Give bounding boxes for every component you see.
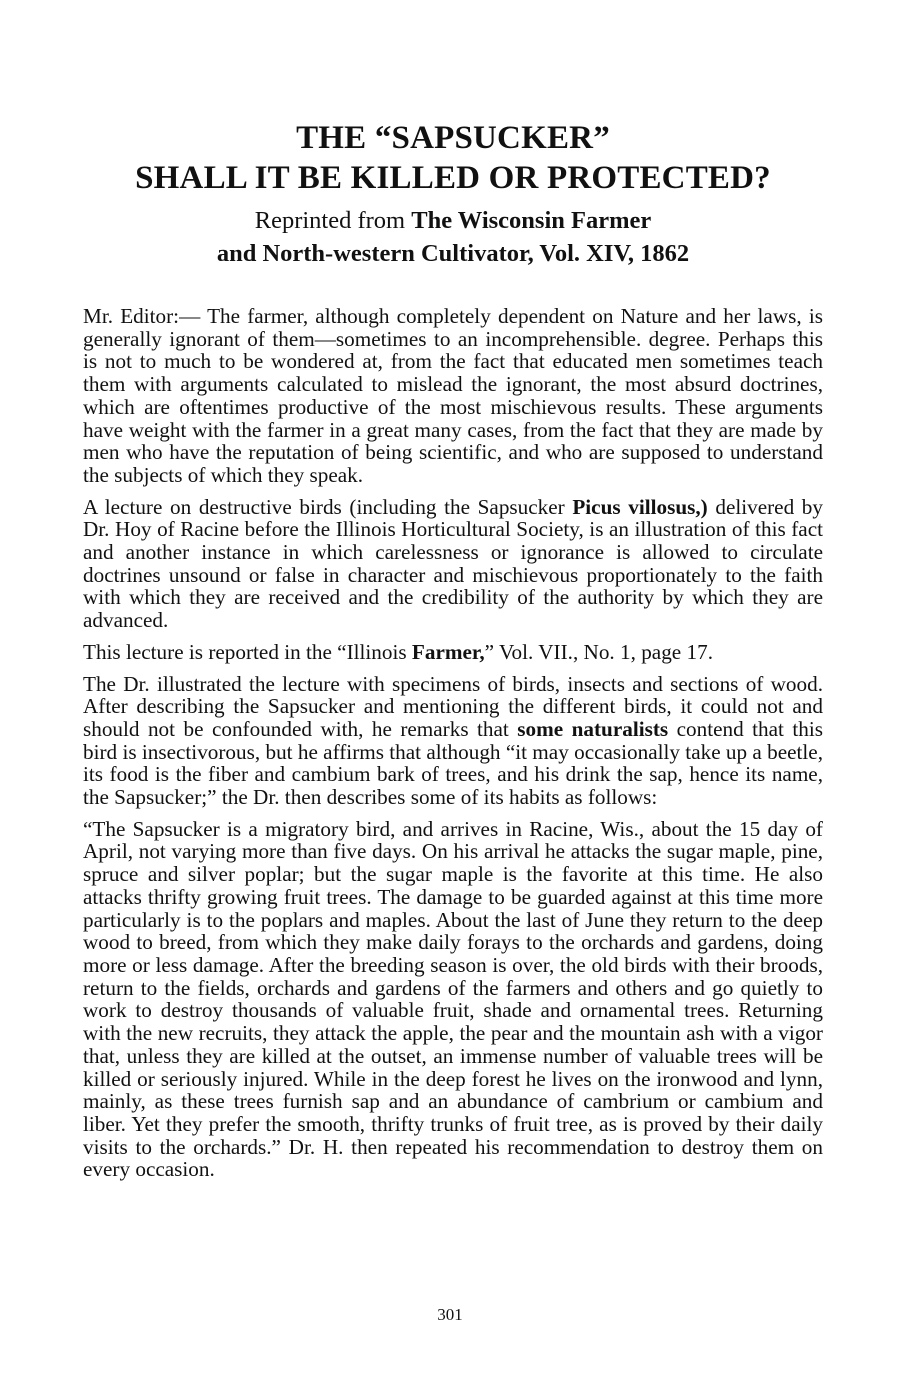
paragraph-3-text-b: ” Vol. VII., No. 1, page 17. bbox=[484, 639, 713, 664]
paragraph-1: Mr. Editor:— The farmer, although completely dependent on Nature and her laws, is generally ignorant of them—sometimes to an incomprehensible. degree. Perhaps this is not to much to be wondered at, from the fact that educated men sometimes teach them with arguments calculated to mislead the ignorant, the most absurd doctrines, which are oftentimes productive of the most mischievous results. These arguments have weight with the farmer in a great many cases, from the fact that they are made by men who have the reputation of being scientific, and who are supposed to understand the subjects of which they speak. bbox=[83, 304, 823, 487]
paragraph-4-text-b: contend that this bird is insectivorous, but he affirms that although “it may occasionally take up a beetle, its food is the fiber and cambium bark of trees, and his drink the sap, hence its name, the Sapsucker;” the Dr. then describes some of its habits as follows: bbox=[83, 716, 823, 810]
emphasis-naturalists: some naturalists bbox=[517, 716, 669, 741]
paragraph-4-text-a: The Dr. illustrated the lecture with specimens of birds, insects and sections of wood. After describing the Sapsucker and mentioning the different birds, it could not and should not be confounded with, he remarks that bbox=[83, 671, 823, 741]
paragraph-5-quote: “The Sapsucker is a migratory bird, and arrives in Racine, Wis., about the 15 day of April, not varying more than five days. On his arrival he attacks the sugar maple, pine, spruce and silver poplar; but the sugar maple is the favorite at this time. He also attacks thrifty growing fruit trees. The damage to be guarded against at this time more particularly is to the poplars and maples. About the last of June they return to the deep wood to breed, from which they make daily forays to the orchards and gardens, doing more or less damage. After the breeding season is over, the old birds with their broods, return to the fields, orchards and gardens of the farmers and others and go quietly to work to destroy thousands of valuable fruit, shade and ornamental trees. Returning with the new recruits, they attack the apple, the pear and the mountain ash with a vigor that, unless they are killed at the outset, an immense number of valuable trees will be killed or seriously injured. While in the deep forest he lives on the ironwood and lynn, mainly, as these trees furnish sap and an abundance of cambrium or cambium and liber. Yet they prefer the smooth, thrifty trunks of fruit tree, as is proved by their daily visits to the orchards.” Dr. H. then repeated his recommendation to destroy them on every occasion. bbox=[83, 816, 823, 1182]
article bbox=[83, 118, 823, 1190]
paragraph-3 bbox=[83, 641, 823, 664]
page-number: 301 bbox=[437, 1305, 463, 1324]
species-name: Picus villosus,) bbox=[572, 494, 708, 519]
title-line-2: SHALL IT BE KILLED OR PROTECTED? bbox=[135, 160, 771, 196]
paragraph-4 bbox=[83, 673, 823, 809]
reprint-line-1 bbox=[83, 204, 823, 237]
reprint-prefix: Reprinted from bbox=[254, 207, 412, 234]
paragraph-2-text-a: A lecture on destructive birds (including the Sapsucker bbox=[83, 494, 573, 519]
article-title bbox=[83, 118, 823, 198]
paragraph-2-text-b: delivered by Dr. Hoy of Racine before the Illinois Horticultural Society, is an illustration of this fact and another instance in which carelessness or ignorance is allowed to circulate doctrines unsound or false in character and mischievous proportionately to the faith with which they are received and the credibility of the authority by which they are advanced. bbox=[83, 494, 823, 633]
paragraph-3-text-a: This lecture is reported in the “Illinois bbox=[83, 639, 412, 664]
reprint-line-2 bbox=[83, 237, 823, 270]
title-line-1: THE “SAPSUCKER” bbox=[296, 120, 610, 156]
reprint-note bbox=[83, 204, 823, 270]
source-volume: and North-western Cultivator, Vol. XIV, 1862 bbox=[216, 240, 690, 267]
article-body bbox=[83, 305, 823, 1181]
paragraph-2 bbox=[83, 496, 823, 632]
journal-name: Farmer, bbox=[411, 639, 485, 664]
source-publication: The Wisconsin Farmer bbox=[411, 207, 652, 234]
